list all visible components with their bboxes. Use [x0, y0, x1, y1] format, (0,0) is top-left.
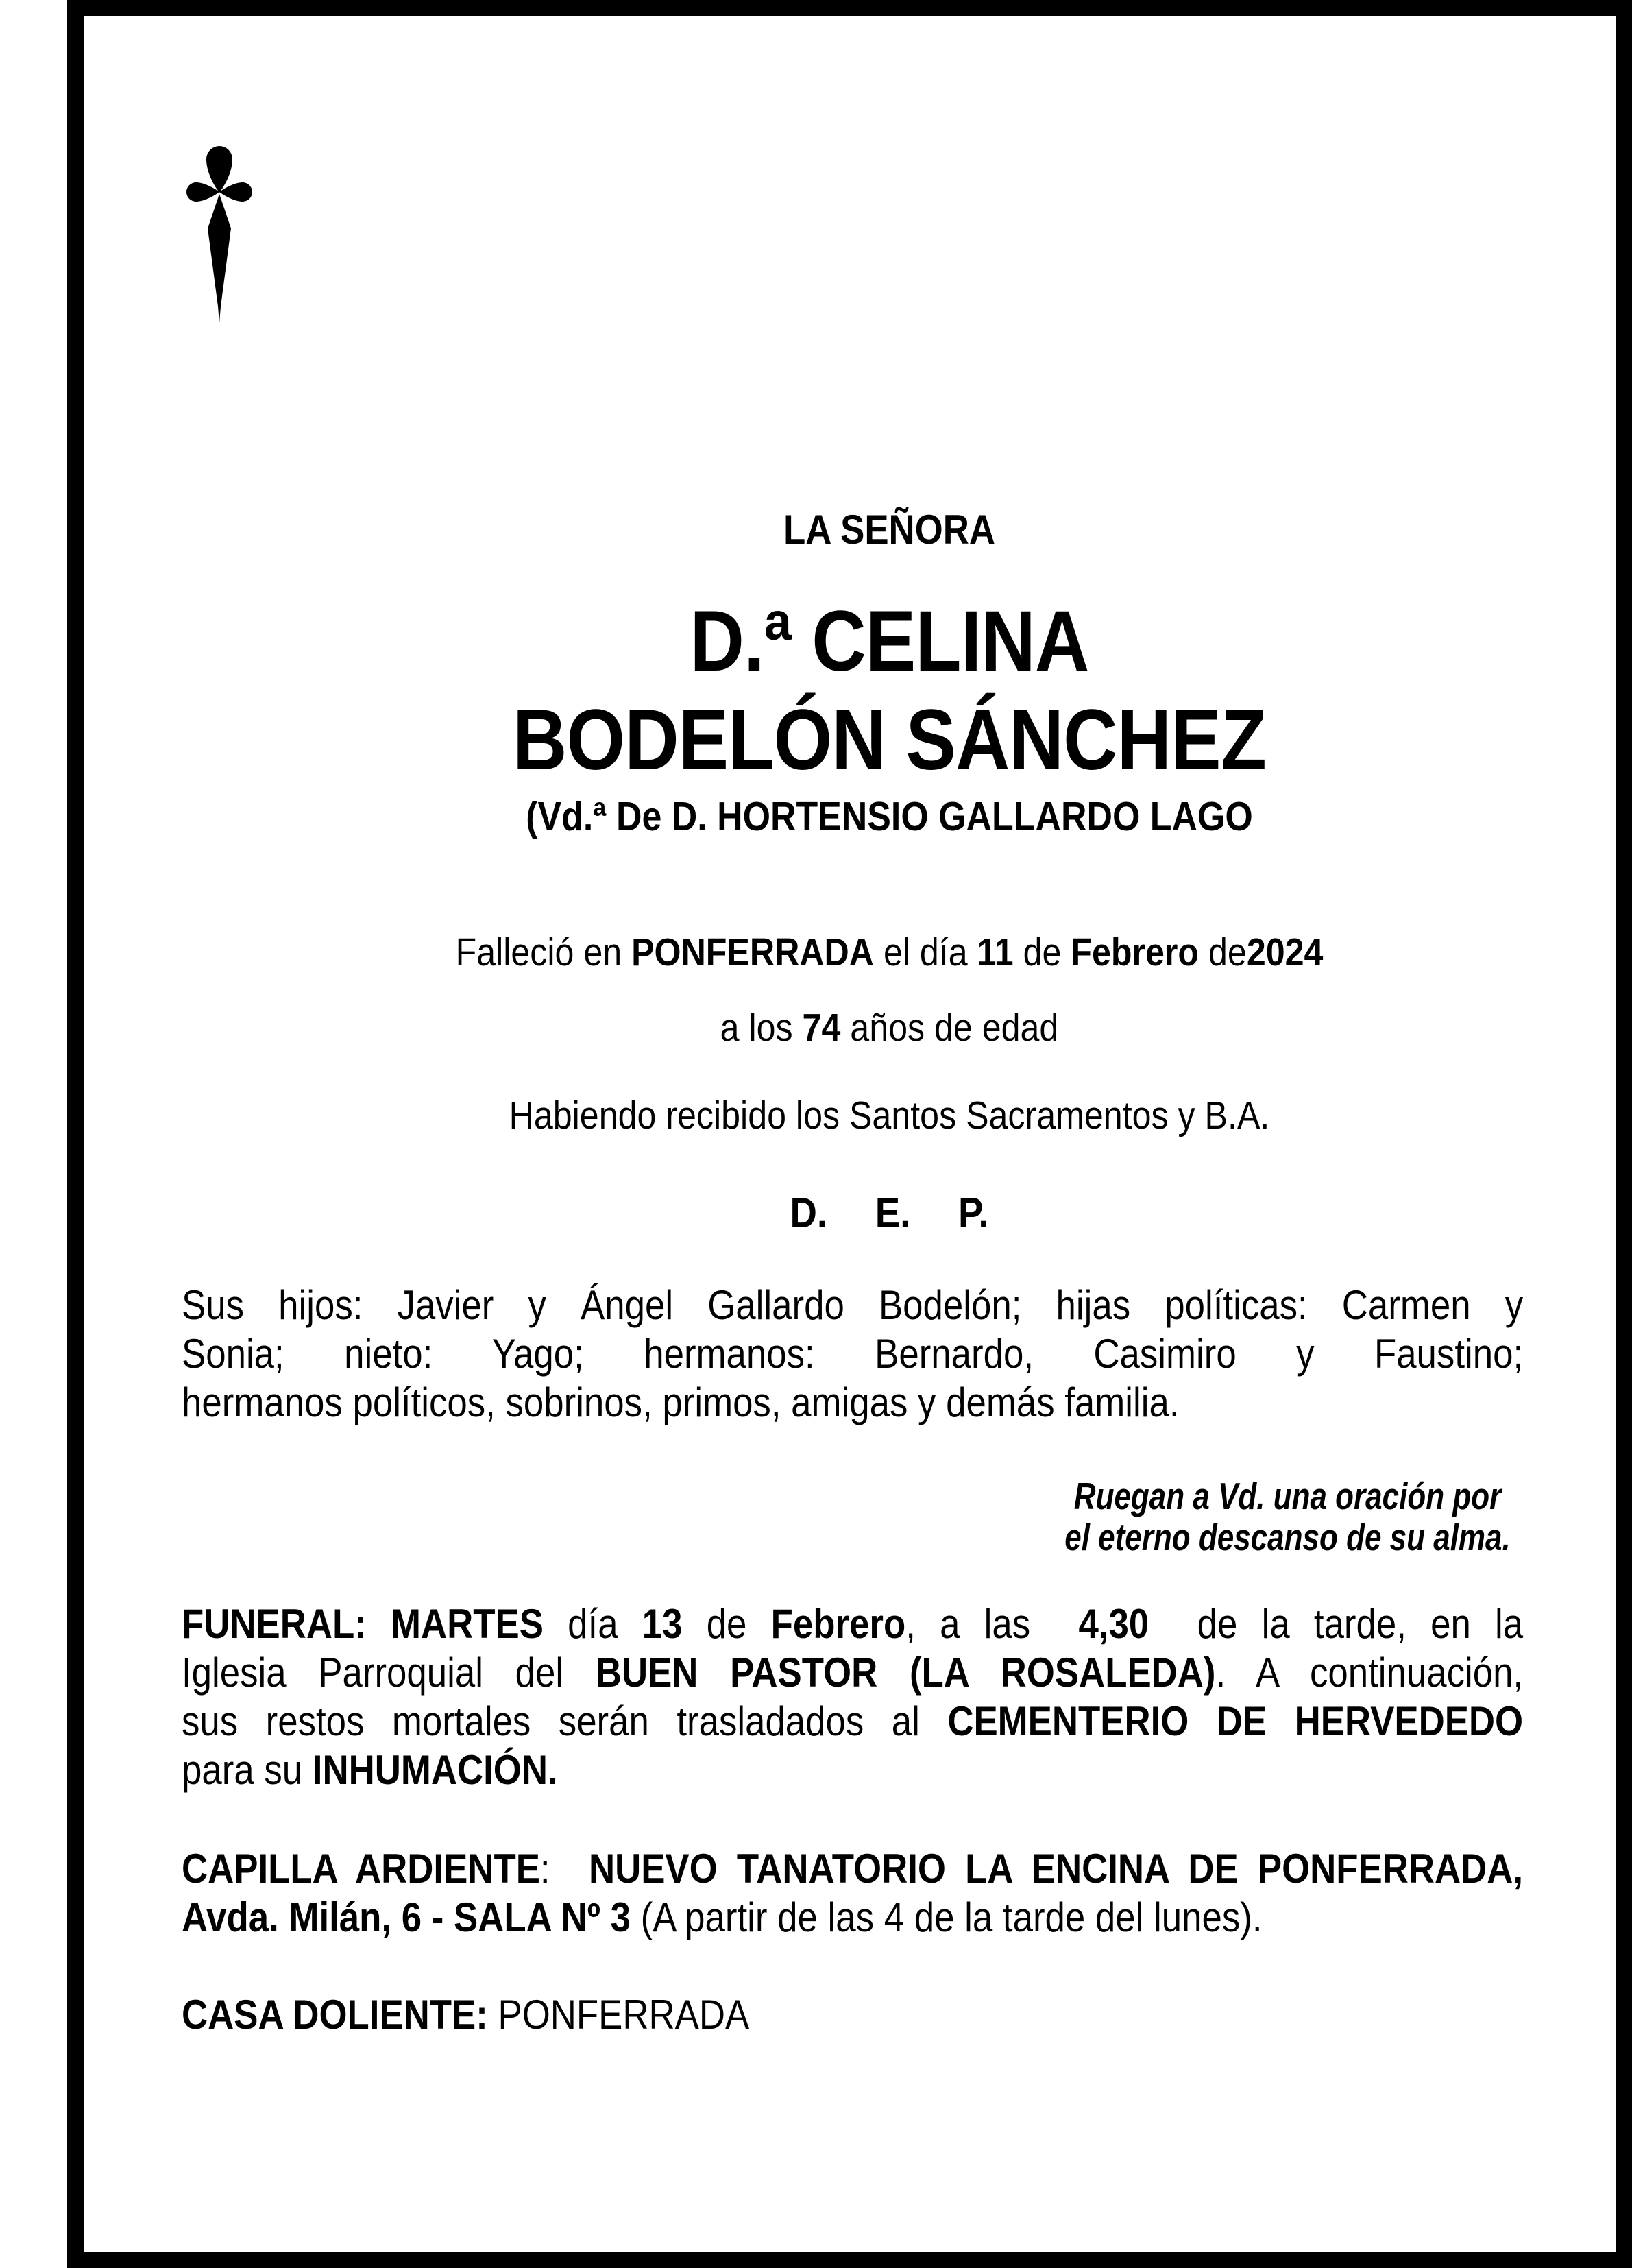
text-line: hermanos políticos, sobrinos, primos, amigas y demás familia.: [182, 1379, 1180, 1425]
text-line: sus restos mortales serán trasladados al CEMENTERIO DE HERVEDEDO: [182, 1698, 1524, 1744]
text-line: Sus hijos: Javier y Ángel Gallardo Bodelón; hijas políticas: Carmen y: [182, 1282, 1524, 1328]
text-line: Falleció en PONFERRADA el día 11 de Febrero de2024: [455, 930, 1324, 974]
text-line: Ruegan a Vd. una oración por: [1073, 1475, 1502, 1517]
text-line: el eterno descanso de su alma.: [1064, 1516, 1511, 1558]
text-line: Avda. Milán, 6 - SALA Nº 3 (A partir de las 4 de la tarde del lunes).: [182, 1894, 1263, 1940]
prayer-request: [902, 1475, 1632, 1558]
deceased-name-line1: D.ª CELINA: [690, 594, 1089, 689]
cross-icon: [184, 141, 255, 327]
age-line: [233, 1004, 1546, 1052]
text-line: CASA DOLIENTE: PONFERRADA: [182, 1992, 750, 2038]
deceased-name: [233, 592, 1546, 790]
mourning-house-line: [182, 1990, 1632, 2039]
dep-text: D. E. P.: [790, 1190, 989, 1237]
wake-chapel-paragraph: [182, 1844, 1632, 1942]
text-line: FUNERAL: MARTES día 13 de Febrero, a las 4,30 de la tarde, en la: [182, 1601, 1524, 1647]
funeral-details-paragraph: [182, 1600, 1632, 1794]
honorific-title: [233, 509, 1546, 551]
widow-note-text: (Vd.ª De D. HORTENSIO GALLARDO LAGO: [526, 794, 1253, 839]
text-line: Sonia; nieto: Yago; hermanos: Bernardo, Casimiro y Faustino;: [182, 1331, 1524, 1377]
text-line: Iglesia Parroquial del BUEN PASTOR (LA ROSALEDA). A continuación,: [182, 1650, 1524, 1696]
death-date-line: [233, 928, 1546, 976]
honorific-text: LA SEÑORA: [783, 507, 995, 553]
dep-abbreviation: [233, 1192, 1546, 1235]
family-paragraph: [182, 1281, 1632, 1427]
sacraments-text: Habiendo recibido los Santos Sacramentos y B.A.: [509, 1094, 1270, 1137]
text-line: a los 74 años de edad: [720, 1006, 1059, 1050]
text-line: CAPILLA ARDIENTE: NUEVO TANATORIO LA ENCINA DE PONFERRADA,: [182, 1846, 1524, 1892]
deceased-name-line2: BODELÓN SÁNCHEZ: [512, 692, 1267, 788]
widow-note: [233, 795, 1546, 838]
sacraments-line: [233, 1091, 1546, 1139]
text-line: para su INHUMACIÓN.: [182, 1747, 558, 1793]
